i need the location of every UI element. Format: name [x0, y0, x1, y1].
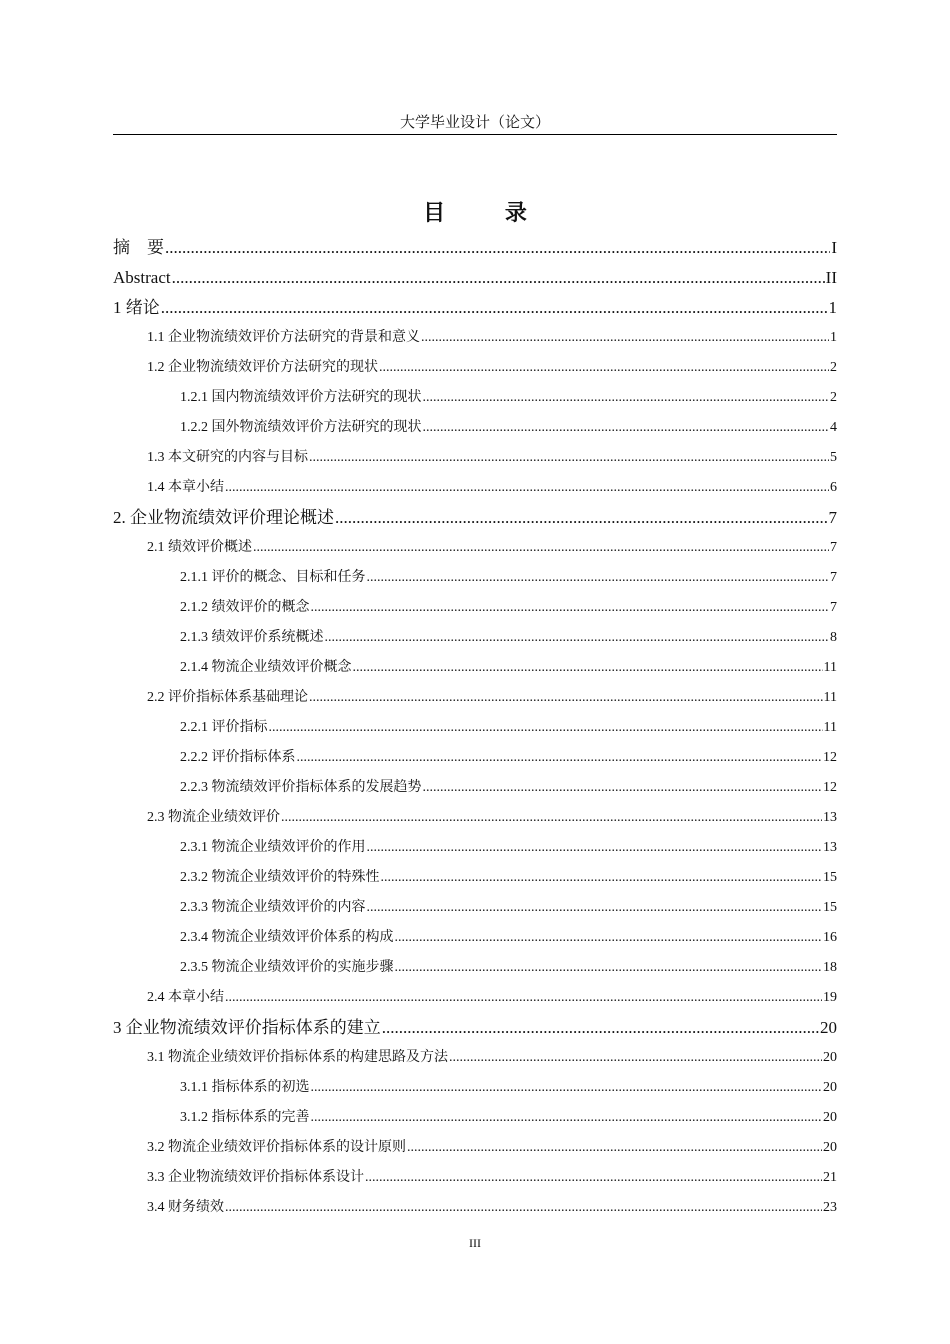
dot-leader: [161, 293, 828, 323]
toc-entry-label: 3.3 企业物流绩效评价指标体系设计: [147, 1170, 364, 1185]
toc-entry-label: 摘 要: [113, 238, 164, 257]
toc-entry[interactable]: [113, 383, 837, 413]
dot-leader: [367, 563, 830, 593]
toc-entry-label: 2.3 物流企业绩效评价: [147, 810, 280, 825]
toc-entry-label: 2.2.2 评价指标体系: [180, 750, 296, 765]
toc-entry-label: Abstract: [113, 268, 171, 287]
toc-entry-page: 8: [830, 630, 837, 645]
toc-entry-page: 4: [830, 420, 837, 435]
dot-leader: [365, 1163, 822, 1193]
toc-entry-label: 3.4 财务绩效: [147, 1200, 224, 1215]
toc-entry[interactable]: [113, 233, 837, 263]
toc-entry-page: 1: [828, 298, 837, 317]
toc-entry[interactable]: [113, 443, 837, 473]
dot-leader: [381, 863, 823, 893]
toc-entry[interactable]: [113, 953, 837, 983]
toc-entry-page: 13: [823, 810, 837, 825]
toc-entry-page: 20: [823, 1050, 837, 1065]
toc-entry-page: 15: [823, 900, 837, 915]
toc-entry[interactable]: [113, 713, 837, 743]
toc-entry-page: 20: [823, 1110, 837, 1125]
toc-entry-page: 23: [823, 1200, 837, 1215]
toc-entry-label: 2.3.1 物流企业绩效评价的作用: [180, 840, 366, 855]
toc-entry-label: 3.1.2 指标体系的完善: [180, 1110, 310, 1125]
dot-leader: [269, 713, 823, 743]
dot-leader: [395, 923, 823, 953]
dot-leader: [423, 413, 830, 443]
toc-entry[interactable]: [113, 623, 837, 653]
toc-entry[interactable]: [113, 923, 837, 953]
toc-entry-label: 2.1.2 绩效评价的概念: [180, 600, 310, 615]
toc-entry-label: 1.2.2 国外物流绩效评价方法研究的现状: [180, 420, 422, 435]
dot-leader: [253, 533, 829, 563]
toc-entry[interactable]: [113, 473, 837, 503]
toc-title: 目 录: [423, 201, 553, 226]
dot-leader: [325, 623, 830, 653]
dot-leader: [172, 263, 825, 293]
dot-leader: [449, 1043, 822, 1073]
toc-entry-label: 1.4 本章小结: [147, 480, 224, 495]
dot-leader: [225, 473, 829, 503]
dot-leader: [225, 983, 822, 1013]
toc-entry-label: 2.2 评价指标体系基础理论: [147, 690, 308, 705]
dot-leader: [407, 1133, 822, 1163]
toc-entry-label: 2.3.5 物流企业绩效评价的实施步骤: [180, 960, 394, 975]
dot-leader: [379, 353, 829, 383]
dot-leader: [421, 323, 829, 353]
toc-entry[interactable]: [113, 563, 837, 593]
toc-entry-page: 11: [823, 720, 837, 735]
dot-leader: [395, 953, 823, 983]
toc-entry[interactable]: [113, 413, 837, 443]
toc-entry-label: 2.2.1 评价指标: [180, 720, 268, 735]
dot-leader: [311, 1103, 823, 1133]
toc-entry[interactable]: [113, 1163, 837, 1193]
dot-leader: [335, 503, 828, 533]
toc-entry-page: 5: [830, 450, 837, 465]
toc-entry-label: 3.1.1 指标体系的初选: [180, 1080, 310, 1095]
toc-entry-page: 7: [830, 600, 837, 615]
dot-leader: [367, 893, 823, 923]
toc-entry[interactable]: [113, 863, 837, 893]
toc-entry-page: 18: [823, 960, 837, 975]
dot-leader: [165, 233, 830, 263]
toc-entry-label: 2.1.3 绩效评价系统概述: [180, 630, 324, 645]
dot-leader: [309, 683, 823, 713]
toc-entry-page: 11: [823, 690, 837, 705]
toc-entry[interactable]: [113, 503, 837, 533]
dot-leader: [353, 653, 823, 683]
toc-entry-label: 3.1 物流企业绩效评价指标体系的构建思路及方法: [147, 1050, 448, 1065]
toc-entry[interactable]: [113, 353, 837, 383]
toc-entry-label: 3 企业物流绩效评价指标体系的建立: [113, 1018, 381, 1037]
dot-leader: [297, 743, 823, 773]
page-number: III: [469, 1236, 481, 1250]
toc-entry[interactable]: [113, 1103, 837, 1133]
toc-entry-label: 1.1 企业物流绩效评价方法研究的背景和意义: [147, 330, 420, 345]
toc-entry[interactable]: [113, 683, 837, 713]
toc-entry[interactable]: [113, 293, 837, 323]
toc-entry[interactable]: [113, 1073, 837, 1103]
toc-entry-page: 16: [823, 930, 837, 945]
toc-entry[interactable]: [113, 773, 837, 803]
dot-leader: [367, 833, 823, 863]
toc-entry-label: 2.3.2 物流企业绩效评价的特殊性: [180, 870, 380, 885]
toc-entry-page: 20: [823, 1080, 837, 1095]
toc-entry[interactable]: [113, 803, 837, 833]
toc-entry[interactable]: [113, 1013, 837, 1043]
dot-leader: [225, 1193, 822, 1223]
dot-leader: [382, 1013, 819, 1043]
toc-entry-page: 20: [823, 1140, 837, 1155]
dot-leader: [423, 383, 830, 413]
dot-leader: [423, 773, 823, 803]
toc-entry-page: 12: [823, 750, 837, 765]
toc-entry[interactable]: [113, 983, 837, 1013]
toc-entry[interactable]: [113, 323, 837, 353]
toc-entry-page: 12: [823, 780, 837, 795]
toc-entry-page: 19: [823, 990, 837, 1005]
table-of-contents: [113, 233, 837, 1223]
toc-entry-label: 1 绪论: [113, 298, 160, 317]
toc-entry-label: 1.3 本文研究的内容与目标: [147, 450, 308, 465]
toc-entry-page: 2: [830, 390, 837, 405]
dot-leader: [281, 803, 822, 833]
toc-entry[interactable]: [113, 1043, 837, 1073]
toc-entry-label: 2.1 绩效评价概述: [147, 540, 252, 555]
toc-entry-page: 15: [823, 870, 837, 885]
toc-entry[interactable]: [113, 893, 837, 923]
toc-entry-label: 2. 企业物流绩效评价理论概述: [113, 508, 334, 527]
toc-entry-label: 2.4 本章小结: [147, 990, 224, 1005]
toc-entry[interactable]: [113, 833, 837, 863]
toc-entry[interactable]: [113, 1133, 837, 1163]
toc-entry-page: I: [831, 238, 837, 257]
dot-leader: [311, 1073, 823, 1103]
toc-entry-page: 21: [823, 1170, 837, 1185]
toc-entry-page: 13: [823, 840, 837, 855]
toc-entry-label: 3.2 物流企业绩效评价指标体系的设计原则: [147, 1140, 406, 1155]
toc-entry-label: 1.2.1 国内物流绩效评价方法研究的现状: [180, 390, 422, 405]
toc-entry-page: 7: [830, 540, 837, 555]
toc-entry-label: 2.1.1 评价的概念、目标和任务: [180, 570, 366, 585]
toc-entry[interactable]: [113, 1193, 837, 1223]
toc-entry-page: II: [825, 268, 837, 287]
toc-entry-label: 2.2.3 物流绩效评价指标体系的发展趋势: [180, 780, 422, 795]
toc-entry-page: 7: [828, 508, 837, 527]
toc-entry-page: 20: [820, 1018, 837, 1037]
toc-entry[interactable]: [113, 743, 837, 773]
toc-entry-label: 2.1.4 物流企业绩效评价概念: [180, 660, 352, 675]
toc-entry-label: 2.3.4 物流企业绩效评价体系的构成: [180, 930, 394, 945]
toc-entry-label: 1.2 企业物流绩效评价方法研究的现状: [147, 360, 378, 375]
toc-entry-page: 6: [830, 480, 837, 495]
dot-leader: [309, 443, 829, 473]
toc-entry[interactable]: [113, 653, 837, 683]
toc-entry-page: 2: [830, 360, 837, 375]
dot-leader: [311, 593, 830, 623]
toc-entry[interactable]: [113, 593, 837, 623]
toc-entry-page: 7: [830, 570, 837, 585]
toc-entry-page: 11: [823, 660, 837, 675]
toc-entry[interactable]: [113, 533, 837, 563]
toc-entry[interactable]: [113, 263, 837, 293]
toc-entry-page: 1: [830, 330, 837, 345]
toc-entry-label: 2.3.3 物流企业绩效评价的内容: [180, 900, 366, 915]
running-header: 大学毕业设计（论文）: [113, 112, 837, 135]
